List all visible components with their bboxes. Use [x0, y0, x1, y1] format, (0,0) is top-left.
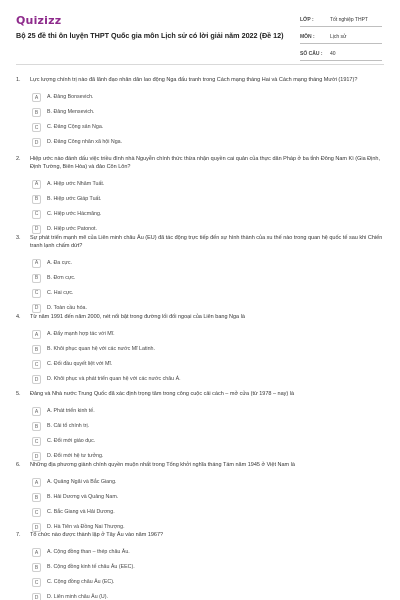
question-text: Hiệp ước nào đánh dấu việc triều đình nhà Nguyễn chính thức thừa nhận quyền cai quản của thực dân Pháp ở ba tỉnh Đông Nam Kì (Gia Định, Định Tường, Biên Hòa) và đảo Côn Lôn? — [30, 156, 381, 170]
answer-letter-badge: C — [32, 437, 41, 446]
answer-text: D. Toàn cầu hóa. — [47, 304, 87, 311]
answer-letter-badge: D — [32, 375, 41, 384]
answer-option-c[interactable] — [32, 289, 208, 298]
answer-option-c[interactable] — [32, 360, 208, 369]
answer-option-d[interactable] — [32, 138, 208, 147]
answer-option-b[interactable] — [32, 274, 208, 283]
answer-letter-badge: A — [32, 407, 41, 416]
question-2 — [16, 156, 384, 235]
answer-text: A. Phát triển kinh tế. — [47, 407, 95, 414]
answer-letter-badge: B — [32, 422, 41, 431]
answer-option-a[interactable] — [32, 330, 208, 339]
answer-option-b[interactable] — [32, 345, 208, 354]
question-6 — [16, 462, 384, 532]
answer-letter-badge: B — [32, 563, 41, 572]
answer-letter-badge: B — [32, 345, 41, 354]
answer-text: D. Hiệp ước Patonot. — [47, 225, 98, 232]
answer-letter-badge: C — [32, 508, 41, 517]
answer-text: B. Cải tổ chính trị. — [47, 422, 90, 429]
answer-grid — [32, 407, 384, 467]
question-number: 5. — [16, 391, 21, 397]
meta-row-subject — [300, 30, 382, 44]
answer-option-c[interactable] — [32, 437, 208, 446]
answer-letter-badge: D — [32, 304, 41, 313]
answer-letter-badge: A — [32, 259, 41, 268]
question-number: 4. — [16, 314, 21, 320]
question-text: Những địa phương giành chính quyền muộn nhất trong Tổng khởi nghĩa tháng Tám năm 1945 ở Việt Nam là — [30, 462, 295, 468]
answer-text: A. Đa cực. — [47, 259, 73, 266]
answer-text: A. Đảng Bonsevich. — [47, 93, 94, 100]
answer-text: A. Quảng Ngãi và Bắc Giang. — [47, 478, 117, 485]
meta-value: 40 — [330, 50, 336, 57]
question-text: Lực lượng chính trị nào đã lãnh đạo nhân dân lao động Nga đấu tranh trong Cách mạng tháng Hai và Cách mạng tháng Mười (1917)? — [30, 77, 358, 83]
answer-option-d[interactable] — [32, 304, 208, 313]
answer-option-c[interactable] — [32, 578, 208, 587]
question-3 — [16, 235, 384, 314]
question-text: Từ năm 1991 đến năm 2000, nét nổi bật trong đường lối đối ngoại của Liên bang Nga là — [30, 314, 245, 320]
answer-letter-badge: B — [32, 493, 41, 502]
answer-option-b[interactable] — [32, 422, 208, 431]
answer-text: A. Cộng đồng than – thép châu Âu. — [47, 548, 130, 555]
answer-option-c[interactable] — [32, 508, 208, 517]
answer-text: D. Đảng Công nhân xã hội Nga. — [47, 138, 123, 145]
answer-letter-badge: A — [32, 330, 41, 339]
worksheet-header — [0, 0, 400, 64]
question-1 — [16, 77, 384, 156]
answer-letter-badge: D — [32, 138, 41, 147]
answer-option-c[interactable] — [32, 123, 208, 132]
answer-option-c[interactable] — [32, 210, 208, 219]
answer-grid — [32, 478, 384, 538]
answer-text: B. Khôi phục quan hệ với các nước Mĩ Latinh. — [47, 345, 155, 352]
answer-text: C. Bắc Giang và Hải Dương. — [47, 508, 115, 515]
question-4 — [16, 314, 384, 391]
meta-panel — [300, 13, 382, 64]
document-title: Bộ 25 đề thi ôn luyện THPT Quốc gia môn Lịch sử có lời giải năm 2022 (Đề 12) — [16, 31, 284, 40]
answer-text: A. Hiệp ước Nhâm Tuất. — [47, 180, 105, 187]
answer-letter-badge: D — [32, 452, 41, 461]
answer-grid — [32, 180, 384, 240]
meta-row-count — [300, 47, 382, 61]
question-7 — [16, 532, 384, 600]
answer-option-a[interactable] — [32, 548, 208, 557]
answer-letter-badge: C — [32, 123, 41, 132]
answer-option-d[interactable] — [32, 375, 208, 384]
question-list — [0, 77, 400, 600]
question-text: Tổ chức nào được thành lập ở Tây Âu vào năm 1967? — [30, 532, 164, 538]
header-divider — [16, 64, 384, 65]
answer-text: C. Cộng đồng châu Âu (EC). — [47, 578, 115, 585]
answer-text: D. Khôi phục và phát triển quan hệ với các nước châu Á. — [47, 375, 181, 382]
answer-text: B. Đơn cực. — [47, 274, 76, 281]
meta-label: LỚP : — [300, 16, 314, 23]
answer-text: C. Đảng Cộng sản Nga. — [47, 123, 104, 130]
answer-option-b[interactable] — [32, 563, 208, 572]
answer-letter-badge: C — [32, 289, 41, 298]
answer-text: C. Đối đầu quyết liệt với Mĩ. — [47, 360, 113, 367]
answer-text: B. Cộng đồng kinh tế châu Âu (EEC). — [47, 563, 135, 570]
answer-grid — [32, 259, 384, 319]
answer-letter-badge: C — [32, 210, 41, 219]
answer-letter-badge: A — [32, 548, 41, 557]
answer-option-a[interactable] — [32, 259, 208, 268]
answer-option-a[interactable] — [32, 180, 208, 189]
answer-text: C. Hiệp ước Hácmăng. — [47, 210, 102, 217]
answer-text: A. Đẩy mạnh hợp tác với Mĩ. — [47, 330, 115, 337]
answer-text: C. Hai cực. — [47, 289, 74, 296]
answer-option-b[interactable] — [32, 195, 208, 204]
meta-label: SỐ CÂU : — [300, 50, 323, 57]
answer-option-d[interactable] — [32, 225, 208, 234]
meta-value: Lịch sử — [330, 33, 347, 40]
meta-label: MÔN : — [300, 33, 315, 40]
question-text: Đảng và Nhà nước Trung Quốc đã xác định trọng tâm trong công cuộc cải cách – mở cửa (từ 1978 – nay) là — [30, 391, 295, 397]
answer-letter-badge: B — [32, 274, 41, 283]
question-number: 7. — [16, 532, 21, 538]
answer-grid — [32, 548, 384, 600]
answer-option-a[interactable] — [32, 407, 208, 416]
answer-grid — [32, 330, 384, 390]
answer-letter-badge: B — [32, 195, 41, 204]
answer-text: D. Liên minh châu Âu (U). — [47, 593, 108, 600]
answer-text: C. Đổi mới giáo dục. — [47, 437, 96, 444]
answer-text: B. Hiệp ước Giáp Tuất. — [47, 195, 102, 202]
answer-letter-badge: C — [32, 360, 41, 369]
question-number: 3. — [16, 235, 21, 241]
question-5 — [16, 391, 384, 462]
answer-letter-badge: A — [32, 93, 41, 102]
answer-letter-badge: A — [32, 180, 41, 189]
answer-letter-badge: C — [32, 578, 41, 587]
answer-option-d[interactable] — [32, 523, 208, 532]
answer-letter-badge: A — [32, 478, 41, 487]
question-text: Sự phát triển mạnh mẽ của Liên minh châu Âu (EU) đã tác động trực tiếp đến sự hình thành của xu thế nào trong quan hệ quốc tế sau khi Chiến tranh lạnh chấm dứt? — [30, 235, 383, 249]
answer-text: B. Hải Dương và Quảng Nam. — [47, 493, 119, 500]
answer-letter-badge: B — [32, 108, 41, 117]
answer-letter-badge: D — [32, 523, 41, 532]
meta-value: Tốt nghiệp THPT — [330, 16, 368, 23]
answer-text: D. Đổi mới hệ tư tưởng. — [47, 452, 104, 459]
answer-letter-badge: D — [32, 225, 41, 234]
question-number: 1. — [16, 77, 21, 83]
answer-text: B. Đảng Mensevich. — [47, 108, 95, 115]
answer-option-d[interactable] — [32, 593, 208, 600]
answer-text: D. Hà Tiên và Đồng Nai Thượng. — [47, 523, 125, 530]
answer-option-d[interactable] — [32, 452, 208, 461]
answer-option-b[interactable] — [32, 493, 208, 502]
quizizz-logo — [16, 14, 61, 27]
answer-option-a[interactable] — [32, 478, 208, 487]
answer-option-a[interactable] — [32, 93, 208, 102]
question-number: 6. — [16, 462, 21, 468]
answer-grid — [32, 93, 384, 153]
answer-letter-badge: D — [32, 593, 41, 600]
answer-option-b[interactable] — [32, 108, 208, 117]
logo-text: Quizizz — [16, 14, 62, 27]
question-number: 2. — [16, 156, 21, 162]
meta-row-class — [300, 13, 382, 27]
